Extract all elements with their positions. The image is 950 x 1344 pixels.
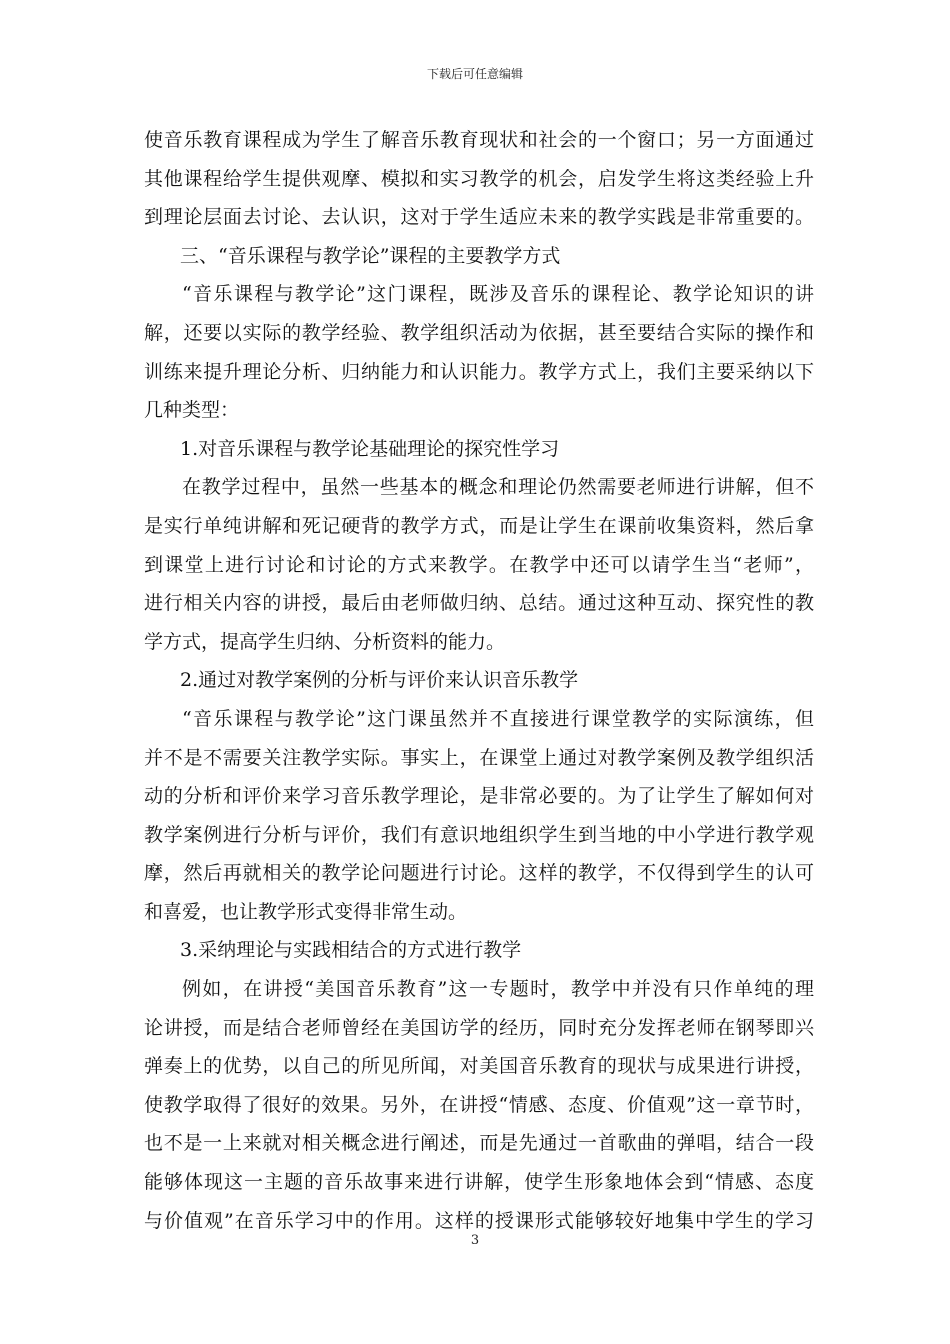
text-line: 到理论层面去讨论、去认识，这对于学生适应未来的教学实践是非常重要的。 xyxy=(144,206,814,229)
text-line: 训练来提升理论分析、归纳能力和认识能力。教学方式上，我们主要采纳以下 xyxy=(144,360,814,383)
text-line: 并不是不需要关注教学实际。事实上，在课堂上通过对教学案例及教学组织活 xyxy=(144,746,814,769)
text-line: 也不是一上来就对相关概念进行阐述，而是先通过一首歌曲的弹唱，结合一段 xyxy=(144,1132,814,1155)
text-line: 和喜爱，也让教学形式变得非常生动。 xyxy=(144,900,468,923)
section-heading: 三、“音乐课程与教学论”课程的主要教学方式 xyxy=(180,244,561,267)
text-line: 能够体现这一主题的音乐故事来进行讲解，使学生形象地体会到“情感、态度 xyxy=(144,1171,814,1194)
subsection-heading: 3.采纳理论与实践相结合的方式进行教学 xyxy=(180,939,522,962)
text-line: 几种类型： xyxy=(144,399,240,422)
body-text xyxy=(144,121,814,1240)
text-line: 弹奏上的优势，以自己的所见所闻，对美国音乐教育的现状与成果进行讲授， xyxy=(144,1055,814,1078)
text-line: 动的分析和评价来学习音乐教学理论，是非常必要的。为了让学生了解如何对 xyxy=(144,785,814,808)
text-line: 在教学过程中，虽然一些基本的概念和理论仍然需要老师进行讲解，但不 xyxy=(182,476,814,499)
text-line: “音乐课程与教学论”这门课虽然并不直接进行课堂教学的实际演练，但 xyxy=(182,707,814,730)
text-line: 其他课程给学生提供观摩、模拟和实习教学的机会，启发学生将这类经验上升 xyxy=(144,167,814,190)
text-line: 论讲授，而是结合老师曾经在美国访学的经历，同时充分发挥老师在钢琴即兴 xyxy=(144,1016,814,1039)
text-line: 进行相关内容的讲授，最后由老师做归纳、总结。通过这种互动、探究性的教 xyxy=(144,592,814,615)
page-number: 3 xyxy=(470,1233,480,1248)
text-line: 与价值观”在音乐学习中的作用。这样的授课形式能够较好地集中学生的学习 xyxy=(144,1209,814,1232)
page-header: 下载后可任意编辑 xyxy=(426,67,523,81)
text-line: 到课堂上进行讨论和讨论的方式来教学。在教学中还可以请学生当“老师”， xyxy=(144,553,814,576)
text-line: 是实行单纯讲解和死记硬背的教学方式，而是让学生在课前收集资料，然后拿 xyxy=(144,514,814,537)
text-line: 使教学取得了很好的效果。另外，在讲授“情感、态度、价值观”这一章节时， xyxy=(144,1093,814,1116)
text-line: 摩，然后再就相关的教学论问题进行讨论。这样的教学，不仅得到学生的认可 xyxy=(144,862,814,885)
text-line: 学方式，提高学生归纳、分析资料的能力。 xyxy=(144,630,506,653)
text-line: 使音乐教育课程成为学生了解音乐教育现状和社会的一个窗口；另一方面通过 xyxy=(144,129,814,151)
subsection-heading: 2.通过对教学案例的分析与评价来认识音乐教学 xyxy=(180,669,579,692)
text-line: 教学案例进行分析与评价，我们有意识地组织学生到当地的中小学进行教学观 xyxy=(144,823,814,846)
subsection-heading: 1.对音乐课程与教学论基础理论的探究性学习 xyxy=(180,437,560,460)
text-line: 例如，在讲授“美国音乐教育”这一专题时，教学中并没有只作单纯的理 xyxy=(182,978,814,1001)
text-line: “音乐课程与教学论”这门课程，既涉及音乐的课程论、教学论知识的讲 xyxy=(182,283,814,306)
text-line: 解，还要以实际的教学经验、教学组织活动为依据，甚至要结合实际的操作和 xyxy=(144,321,814,344)
